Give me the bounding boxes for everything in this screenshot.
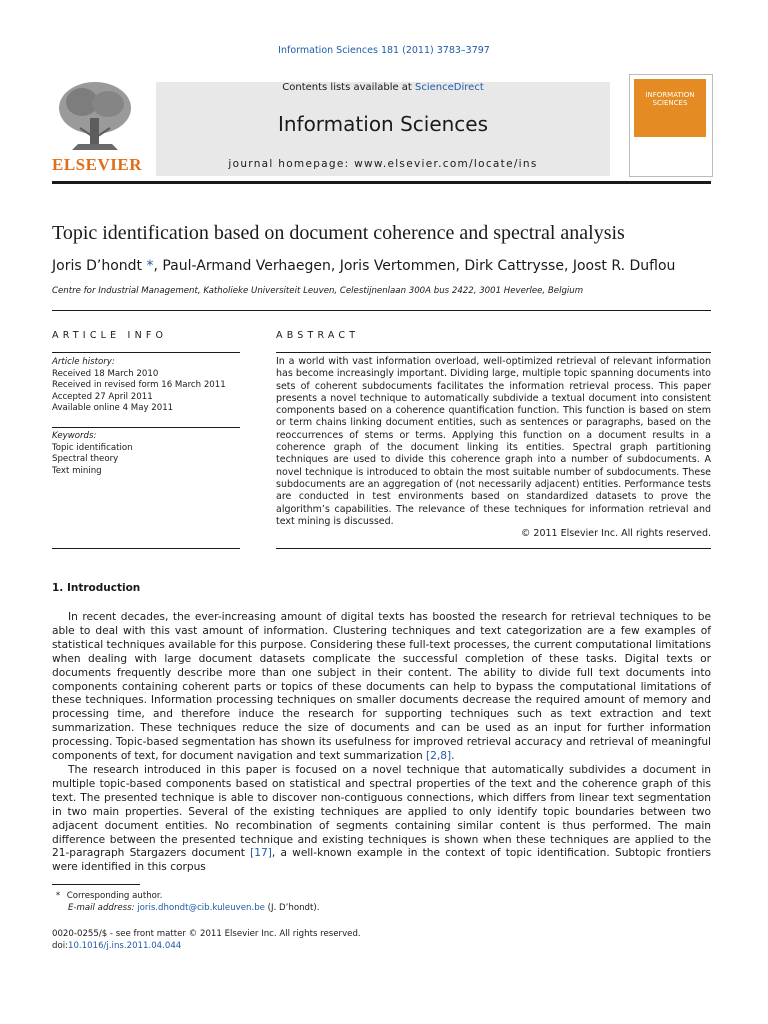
cover-color-block (634, 79, 706, 137)
author-list (52, 258, 732, 274)
journal-homepage[interactable]: journal homepage: www.elsevier.com/locate/ins (228, 158, 538, 170)
history-item: Received in revised form 16 March 2011 (52, 380, 226, 390)
footnote-mark: * (55, 891, 61, 901)
email-link[interactable]: joris.dhondt@cib.kuleuven.be (137, 903, 265, 913)
elsevier-tree-icon (52, 78, 138, 156)
doi-link[interactable]: 10.1016/j.ins.2011.04.044 (68, 941, 182, 951)
header-rule (52, 181, 711, 184)
journal-cover-image (629, 74, 713, 177)
paragraph-text: In recent decades, the ever-increasing amount of digital texts has boosted the research for retrieval techniques to be able to deal with this vast amount of information. Clustering techniques and text categorization are a few examples of statistical techniques available for this purpose. Considering these full-text processes, the current computational limitations when dealing with large document datasets complicate the successful completion of these tasks. Digital texts or documents frequently describe more than one subject in their content. The ability to divide full text documents into components containing coherent parts or topics of these documents can help to bypass the computational limitations of these techniques. Information processing techniques on smaller documents decrease the required amount of memory and processing time, and therefore induce the research for supporting techniques such as text extraction and text summarization. These techniques reduce the size of documents and can be used as an input for further information processing. Topic-based segmentation has shown its usefulness for improved retrieval accuracy and retrieval of meaningful components of text, for document navigation and text summarization (52, 611, 711, 763)
keywords (52, 431, 240, 477)
cover-title: INFORMATION SCIENCES (645, 91, 695, 107)
reference-link[interactable]: [17] (250, 847, 272, 860)
reference-link[interactable]: [2,8] (426, 750, 452, 763)
article-title: Topic identification based on document coherence and spectral analysis (52, 222, 625, 244)
keyword-item: Text mining (52, 465, 102, 476)
abstract-bottom-rule (276, 548, 711, 549)
abstract-text: In a world with vast information overload, well-optimized retrieval of relevant information has become increasingly important. Dividing large, multiple topic spanning documents into sets of coherent subdocuments facilitates the information retrieval process. This paper presents a novel technique to automatically subdivide a textual document into consistent components based on a coherence quantification function. This function is based on stem or term chains linking document entities, such as sentences or paragraphs, based on the reoccurrences of stems or terms. Applying this function on a document results in a coherence graph of the document linking its entities. Spectral graph partitioning techniques are used to divide this coherence graph into a number of subdocuments. A novel technique is introduced to obtain the most suitable number of subdocuments. These subdocuments are an aggregation of (not necessarily adjacent) entities. Performance tests are conducted in test environments based on standardized datasets to prove the algorithm’s capabilities. The relevance of these techniques for information retrieval and text mining is discussed. (276, 356, 711, 527)
email-label: E-mail address: (68, 903, 138, 913)
issn-line: 0020-0255/$ - see front matter © 2011 Elsevier Inc. All rights reserved. (52, 929, 361, 939)
journal-citation[interactable]: Information Sciences 181 (2011) 3783–3797 (278, 45, 490, 56)
keyword-item: Topic identification (52, 442, 133, 453)
first-author: Joris D’hondt (52, 258, 143, 274)
article-history (52, 357, 240, 415)
section-heading-introduction: 1. Introduction (52, 582, 141, 594)
email-note (52, 902, 711, 914)
paragraph-text: . (451, 750, 455, 763)
doi-line (52, 940, 711, 952)
history-label: Article history: (52, 357, 115, 367)
history-item: Accepted 27 April 2011 (52, 391, 153, 402)
paragraph (52, 764, 711, 875)
corresponding-text: Corresponding author. (66, 891, 163, 901)
introduction-body (52, 611, 711, 875)
history-item: Received 18 March 2010 (52, 368, 159, 379)
front-matter (52, 928, 711, 952)
abstract-heading: ABSTRACT (276, 330, 360, 341)
affiliation-rule (52, 310, 711, 311)
footnote (52, 890, 711, 914)
article-info-rule (52, 352, 240, 353)
contents-prefix: Contents lists available at (282, 82, 416, 93)
history-rule (52, 427, 240, 428)
paragraph-text: The research introduced in this paper is focused on a novel technique that automatically subdivides a document in multiple topic-based components based on statistical and spectral properties of the text and the coherence graph of this text. The presented technique is able to discover non-contiguous connections, which differs from linear text segmentation in two main properties. Several of the existing techniques are applied to only identify topic boundaries between two adjacent document entities. No recombination of segments containing similar content is thus performed. The main difference between the presented technique and existing techniques is shown when these techniques are applied to the 21-paragraph Stargazers document (52, 763, 711, 860)
article-info-bottom-rule (52, 548, 240, 549)
keywords-label: Keywords: (52, 431, 97, 441)
publisher-name: ELSEVIER (52, 155, 142, 174)
email-name: (J. D’hondt). (264, 903, 320, 913)
footnote-rule (52, 884, 140, 885)
elsevier-logo (52, 78, 138, 156)
doi-prefix: doi: (52, 941, 68, 951)
history-item: Available online 4 May 2011 (52, 403, 174, 413)
sciencedirect-link[interactable]: ScienceDirect (415, 82, 484, 93)
corresponding-note (52, 890, 711, 902)
paragraph (52, 611, 711, 764)
paragraph-text: , a well-known example in the context of topic identification. Subtopic frontiers were identified in this corpus (52, 847, 711, 874)
abstract-rule (276, 352, 711, 353)
article-info-heading: ARTICLE INFO (52, 330, 168, 341)
contents-line (156, 82, 610, 93)
abstract-copyright: © 2011 Elsevier Inc. All rights reserved. (520, 528, 711, 539)
corresponding-author-mark[interactable]: * (142, 258, 154, 274)
keyword-item: Spectral theory (52, 454, 119, 464)
other-authors: , Paul-Armand Verhaegen, Joris Vertommen, Dirk Cattrysse, Joost R. Duflou (153, 258, 676, 274)
journal-name: Information Sciences (277, 112, 489, 136)
affiliation: Centre for Industrial Management, Katholieke Universiteit Leuven, Celestijnenlaan 300A bus 2422, 3001 Heverlee, Belgium (52, 286, 584, 296)
